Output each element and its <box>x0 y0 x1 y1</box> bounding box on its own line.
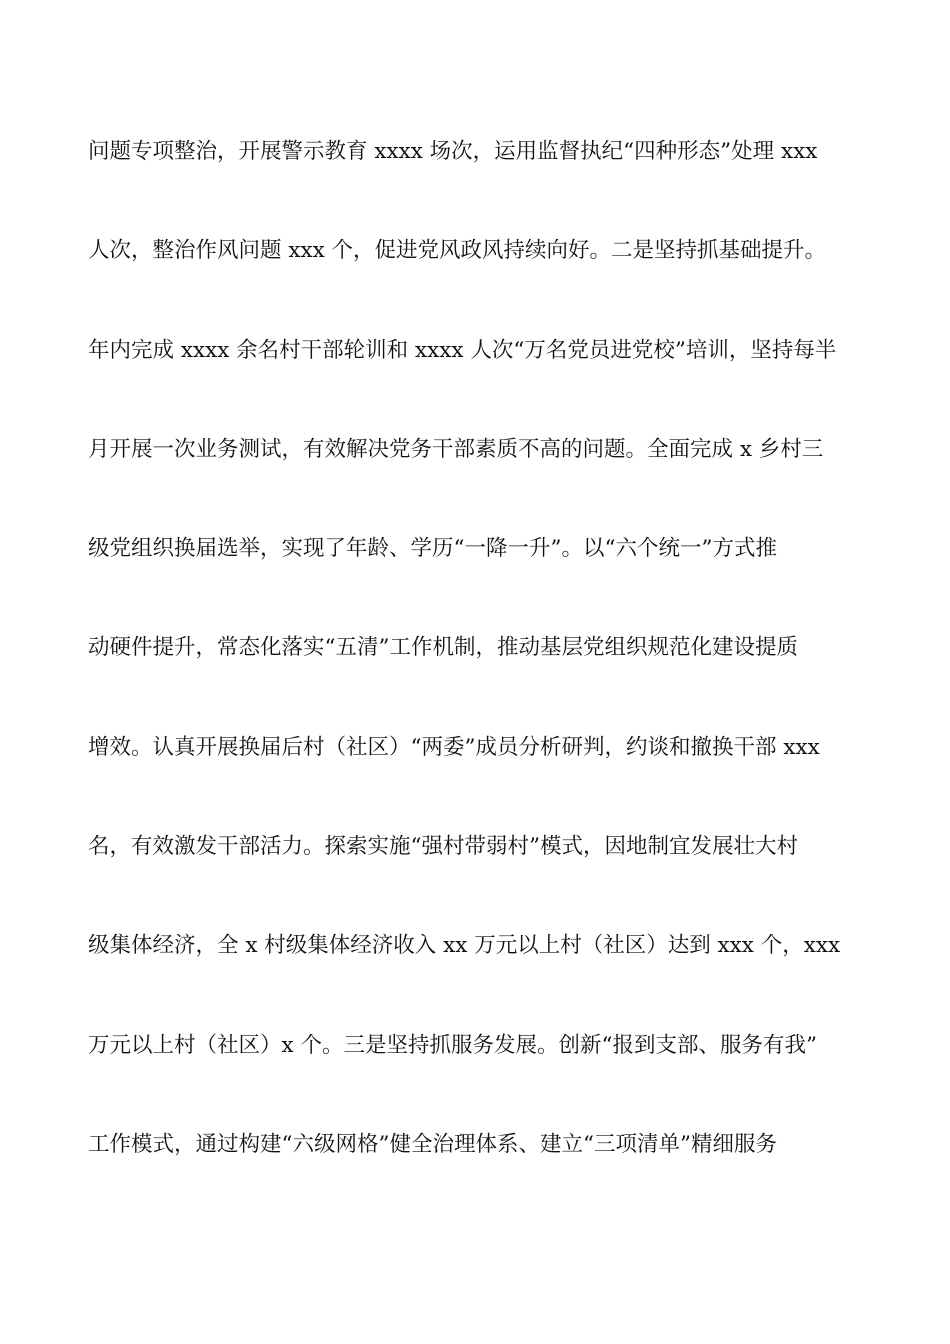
text-line: 级集体经济，全 x 村级集体经济收入 xx 万元以上村（社区）达到 xxx 个，xxx <box>88 933 841 959</box>
text-line: 万元以上村（社区）x 个。三是坚持抓服务发展。创新“报到支部、服务有我” <box>88 1032 817 1058</box>
text-line: 人次，整治作风问题 xxx 个，促进党风政风持续向好。二是坚持抓基础提升。 <box>88 238 827 264</box>
text-line: 动硬件提升，常态化落实“五清”工作机制，推动基层党组织规范化建设提质 <box>88 635 798 661</box>
document-body <box>88 130 868 1222</box>
text-line: 年内完成 xxxx 余名村干部轮训和 xxxx 人次“万名党员进党校”培训，坚持每半 <box>88 337 837 363</box>
text-line: 名，有效激发干部活力。探索实施“强村带弱村”模式，因地制宜发展壮大村 <box>88 834 798 860</box>
text-line: 增效。认真开展换届后村（社区）“两委”成员分析研判，约谈和撤换干部 xxx <box>88 734 820 760</box>
text-line: 问题专项整治，开展警示教育 xxxx 场次，运用监督执纪“四种形态”处理 xxx <box>88 139 818 164</box>
text-line: 月开展一次业务测试，有效解决党务干部素质不高的问题。全面完成 x 乡村三 <box>88 436 824 462</box>
text-line: 级党组织换届选举，实现了年龄、学历“一降一升”。以“六个统一”方式推 <box>88 536 777 562</box>
text-line: 工作模式，通过构建“六级网格”健全治理体系、建立“三项清单”精细服务 <box>88 1131 777 1157</box>
